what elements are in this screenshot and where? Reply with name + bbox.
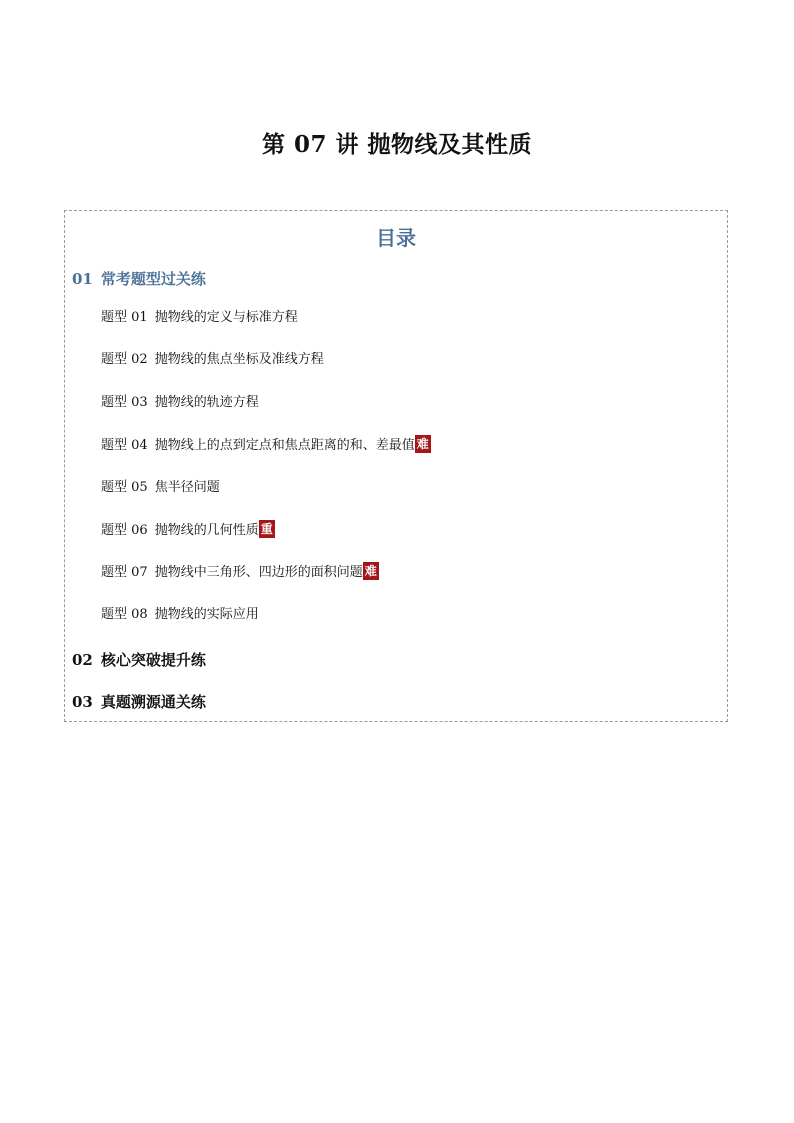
item-number: 04 <box>131 438 148 453</box>
item-number: 06 <box>131 523 148 538</box>
item-number: 01 <box>131 310 148 325</box>
item-prefix: 题型 <box>101 523 128 538</box>
item-number: 03 <box>131 395 148 410</box>
item-text: 抛物线的轨迹方程 <box>154 395 259 410</box>
item-text: 抛物线的焦点坐标及准线方程 <box>154 352 324 367</box>
key-point-badge: 重 <box>260 522 273 536</box>
toc-item-08[interactable] <box>101 604 259 626</box>
item-prefix: 题型 <box>101 607 128 622</box>
item-prefix: 题型 <box>101 438 128 453</box>
toc-item-03[interactable] <box>101 392 259 414</box>
item-number: 02 <box>131 352 148 367</box>
table-of-contents <box>64 210 728 722</box>
item-text: 抛物线的定义与标准方程 <box>154 310 298 325</box>
toc-item-05[interactable] <box>101 477 220 499</box>
difficulty-badge: 难 <box>416 437 429 451</box>
toc-section-02[interactable] <box>72 648 206 672</box>
toc-item-07[interactable] <box>101 562 379 584</box>
item-prefix: 题型 <box>101 310 128 325</box>
page-title: 第 07 讲 抛物线及其性质 <box>261 131 533 158</box>
item-number: 05 <box>131 480 148 495</box>
section-label: 常考题型过关练 <box>100 270 206 288</box>
item-text: 抛物线的实际应用 <box>154 607 259 622</box>
toc-section-01[interactable] <box>72 267 206 291</box>
item-number: 08 <box>131 607 148 622</box>
item-text: 抛物线中三角形、四边形的面积问题 <box>154 565 363 580</box>
toc-item-06[interactable] <box>101 520 275 542</box>
section-label: 真题溯源通关练 <box>100 693 206 711</box>
difficulty-badge: 难 <box>364 564 377 578</box>
toc-item-04[interactable] <box>101 435 431 457</box>
section-number: 01 <box>72 270 93 288</box>
item-prefix: 题型 <box>101 352 128 367</box>
item-prefix: 题型 <box>101 565 128 580</box>
section-label: 核心突破提升练 <box>100 651 206 669</box>
section-number: 02 <box>72 651 93 669</box>
section-number: 03 <box>72 693 93 711</box>
item-text: 焦半径问题 <box>154 480 220 495</box>
item-prefix: 题型 <box>101 480 128 495</box>
toc-item-01[interactable] <box>101 307 298 329</box>
toc-heading: 目录 <box>376 226 416 250</box>
toc-section-03[interactable] <box>72 690 206 714</box>
toc-item-02[interactable] <box>101 349 324 371</box>
item-text: 抛物线的几何性质 <box>154 523 259 538</box>
item-prefix: 题型 <box>101 395 128 410</box>
item-number: 07 <box>131 565 148 580</box>
item-text: 抛物线上的点到定点和焦点距离的和、差最值 <box>154 438 415 453</box>
